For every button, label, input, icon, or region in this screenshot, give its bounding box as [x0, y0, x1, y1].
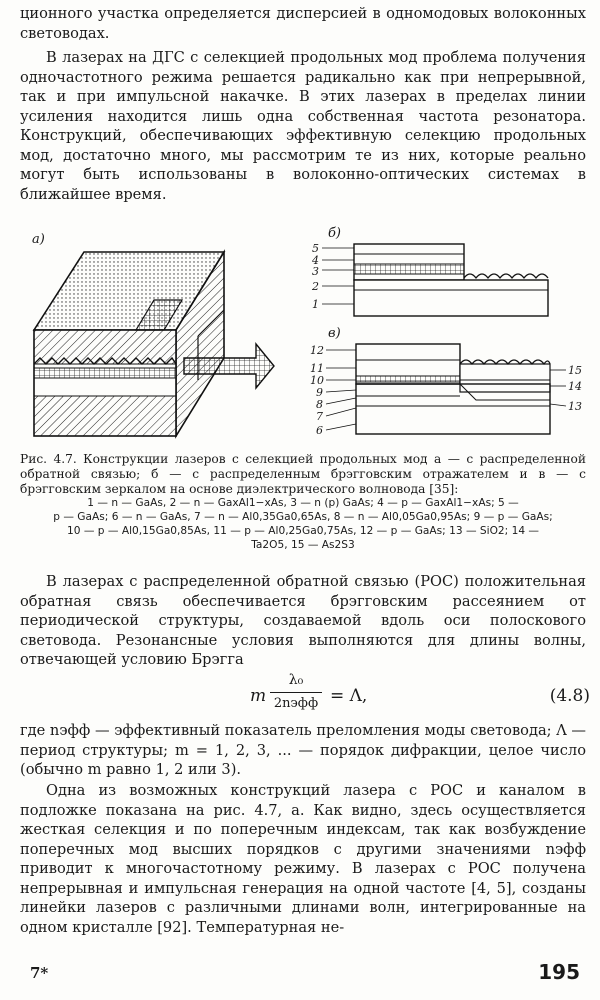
formula-m: m: [250, 686, 267, 706]
formula-numerator: λ₀: [288, 672, 304, 688]
paragraph-dfb-construction: Одна из возможных конструкций лазера с РОС и каналом в подложке показана на рис. 4.7, а. Как видно, здесь осуществляется жесткая селекция и по поперечным индексам, так как возбуждение поперечных мод высших порядков с другими значениями nэфф приводит к многочастотному режиму. В лазерах с РОС получена непрерывная и импульсная генерация на одной частоте [4, 5], созданы линейки лазеров с различными длинами волн, интегрированные на одном кристалле [92]. Температурная не-: [20, 782, 586, 936]
layer-number-b-1: 1: [312, 298, 319, 311]
figure-label-a: а): [32, 232, 45, 247]
layer-number-v-14: 14: [568, 380, 582, 393]
figure-legend-line-1: 1 — n — GaAs, 2 — n — GaxAl1−xAs, 3 — n (p) GaAs; 4 — p — GaxAl1−xAs; 5 —: [87, 497, 519, 509]
diagram-a-dfb-laser: [24, 240, 284, 440]
paragraph-continuation: ционного участка определяется дисперсией в одномодовых волоконных световодах.: [20, 5, 586, 42]
layer-number-b-3: 3: [312, 265, 319, 278]
formula-rhs: = Λ,: [330, 686, 368, 706]
figure-legend-line-2: p — GaAs; 6 — n — GaAs, 7 — n — Al0,35Ga0,65As, 8 — n — Al0,05Ga0,95As; 9 — p — GaAs;: [53, 511, 553, 523]
paragraph-definitions: где nэфф — эффективный показатель преломления моды световода; Λ — период структуры; m = 1, 2, 3, ... — порядок дифракции, целое число (обычно m равно 1, 2 или 3).: [20, 722, 586, 778]
bragg-formula: [250, 672, 590, 722]
paragraph-dgs-lasers: В лазерах на ДГС с селекцией продольных мод проблема получения одночастотного режима решается радикально как при непрерывной, так и при импульсной накачке. В этих лазерах в пределах линии усиления находится лишь одна собственная частота резонатора. Конструкций, обеспечивающих эффективную селекцию продольных мод, достаточно много, мы рассмотрим те из них, которые реально могут быть использованы в волоконно-оптических системах в ближайшее время.: [20, 49, 586, 203]
diagram-v-dielectric-mirror: [310, 340, 590, 440]
formula-number: (4.8): [549, 686, 590, 706]
layer-number-v-10: 10: [310, 374, 324, 387]
layer-number-b-5: 5: [312, 242, 319, 255]
paragraph-dfb-lasers: В лазерах с распределенной обратной связью (РОС) положительная обратная связь обеспечивается брэгговским рассеянием от периодической структуры, создаваемой вдоль оси полоскового световода. Резонансные условия выполняются для длины волны, отвечающей условию Брэгга: [20, 573, 586, 668]
page-number: 195: [538, 960, 580, 984]
figure-label-v: в): [328, 326, 341, 341]
figure-legend-line-3: 10 — p — Al0,15Ga0,85As, 11 — p — Al0,25Ga0,75As, 12 — p — GaAs; 13 — SiO2; 14 —: [66, 525, 540, 537]
dbr-corrugation: [464, 274, 548, 278]
figure-label-b: б): [328, 226, 342, 241]
layer-number-v-15: 15: [568, 364, 582, 377]
layer-number-v-7: 7: [316, 410, 323, 423]
diagram-b-dbr-laser: [310, 240, 590, 320]
layer-number-b-4: 4: [312, 254, 319, 267]
layer-number-b-2: 2: [312, 280, 319, 293]
formula-fraction-bar: [270, 692, 322, 693]
layer-number-v-11: 11: [310, 362, 324, 375]
layer-number-v-9: 9: [316, 386, 323, 399]
signature-mark: 7*: [30, 964, 49, 982]
layer-number-v-6: 6: [316, 424, 323, 437]
layer-number-v-8: 8: [316, 398, 323, 411]
formula-denominator: 2nэфф: [273, 696, 319, 711]
layer-number-v-12: 12: [310, 344, 324, 357]
figure-caption: Рис. 4.7. Конструкции лазеров с селекцией продольных мод а — с распределенной обратной связью; б — с распределенным брэгговским отражателем и в — с брэгговским зеркалом на основе диэлектрического волновода [35]:: [20, 452, 586, 496]
waveguide-corrugation: [460, 360, 550, 364]
figure-legend-line-4: Ta2O5, 15 — As2S3: [251, 539, 355, 551]
layer-number-v-13: 13: [568, 400, 582, 413]
